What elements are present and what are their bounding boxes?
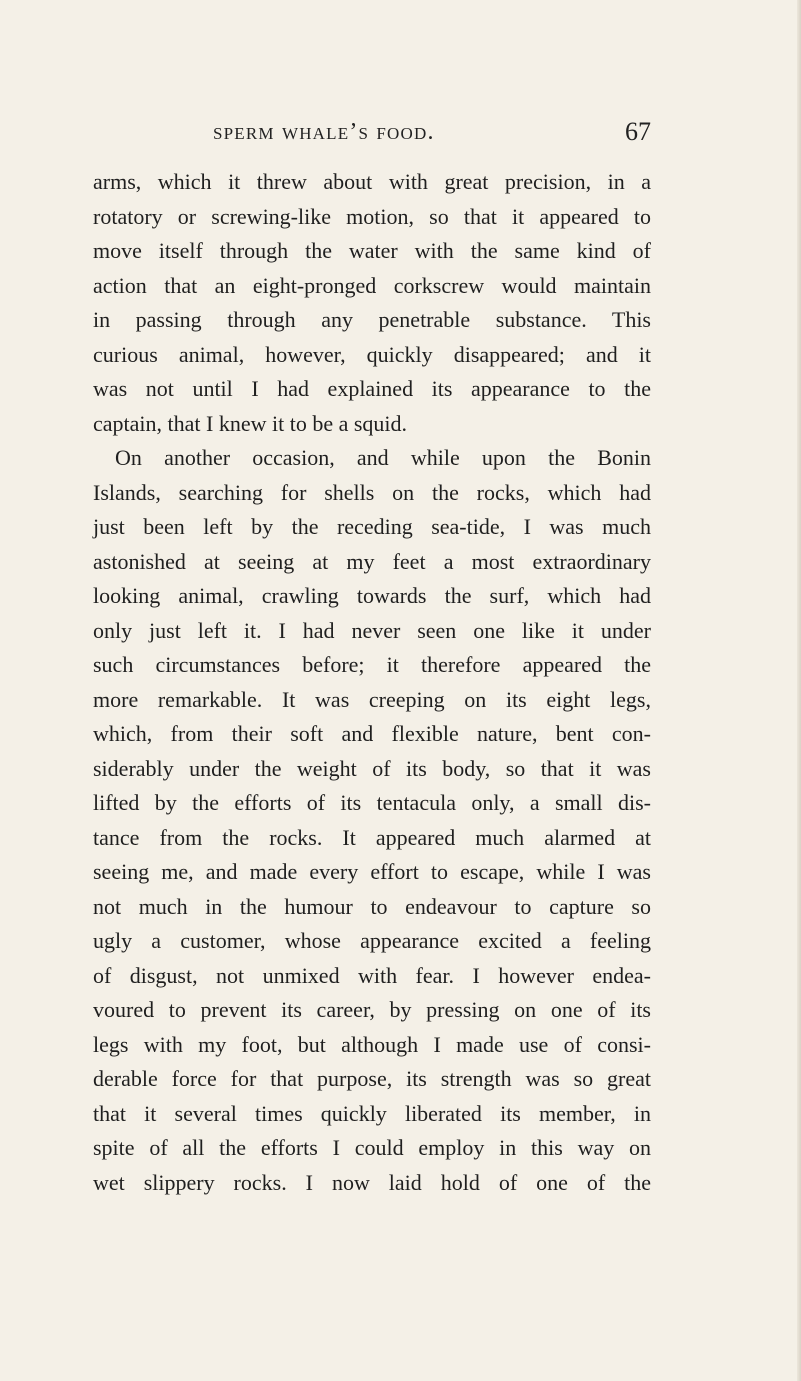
text-line: which, from their soft and flexible nature, bent con- bbox=[93, 721, 651, 746]
text-line: tance from the rocks. It appeared much alarmed at bbox=[93, 824, 651, 850]
text-line: just been left by the receding sea-tide, I was much bbox=[93, 514, 651, 539]
text-line: seeing me, and made every effort to escape, while I was bbox=[93, 859, 651, 884]
text-line: Islands, searching for shells on the rocks, which had bbox=[93, 479, 651, 505]
text-line: not much in the humour to endeavour to capture so bbox=[93, 893, 651, 919]
body-text bbox=[93, 165, 651, 1200]
text-line: only just left it. I had never seen one like it under bbox=[93, 617, 651, 643]
text-line: arms, which it threw about with great precision, in a bbox=[93, 169, 651, 194]
page-edge bbox=[797, 0, 801, 1381]
text-line: astonished at seeing at my feet a most extraordinary bbox=[93, 548, 651, 574]
text-line: derable force for that purpose, its strength was so great bbox=[93, 1066, 651, 1091]
text-line: captain, that I knew it to be a squid. bbox=[93, 410, 408, 436]
text-line: siderably under the weight of its body, so that it was bbox=[93, 755, 651, 781]
text-line: spite of all the efforts I could employ in this way on bbox=[93, 1135, 651, 1160]
text-line: On another occasion, and while upon the Bonin bbox=[115, 445, 651, 470]
page-number: 67 bbox=[625, 117, 651, 146]
text-line: action that an eight-pronged corkscrew would maintain bbox=[93, 272, 651, 298]
text-line: more remarkable. It was creeping on its eight legs, bbox=[93, 686, 651, 712]
text-line: curious animal, however, quickly disappeared; and it bbox=[93, 341, 651, 367]
text-line: of disgust, not unmixed with fear. I however endea- bbox=[93, 962, 651, 988]
text-line: wet slippery rocks. I now laid hold of one of the bbox=[93, 1169, 651, 1195]
text-line: voured to prevent its career, by pressing on one of its bbox=[93, 997, 651, 1022]
text-line: legs with my foot, but although I made use of consi- bbox=[93, 1031, 651, 1057]
text-line: move itself through the water with the same kind of bbox=[93, 238, 651, 263]
text-line: was not until I had explained its appearance to the bbox=[93, 376, 651, 401]
text-line: such circumstances before; it therefore appeared the bbox=[93, 652, 651, 677]
text-line: in passing through any penetrable substance. This bbox=[93, 307, 651, 332]
text-line: rotatory or screwing-like motion, so that it appeared to bbox=[93, 203, 651, 229]
text-line: looking animal, crawling towards the surf, which had bbox=[93, 583, 651, 608]
running-head bbox=[0, 114, 801, 150]
running-title: sperm whale’s food. bbox=[213, 119, 435, 145]
text-line: that it several times quickly liberated its member, in bbox=[93, 1100, 651, 1126]
text-line: lifted by the efforts of its tentacula only, a small dis- bbox=[93, 790, 651, 815]
text-line: ugly a customer, whose appearance excited a feeling bbox=[93, 928, 651, 953]
